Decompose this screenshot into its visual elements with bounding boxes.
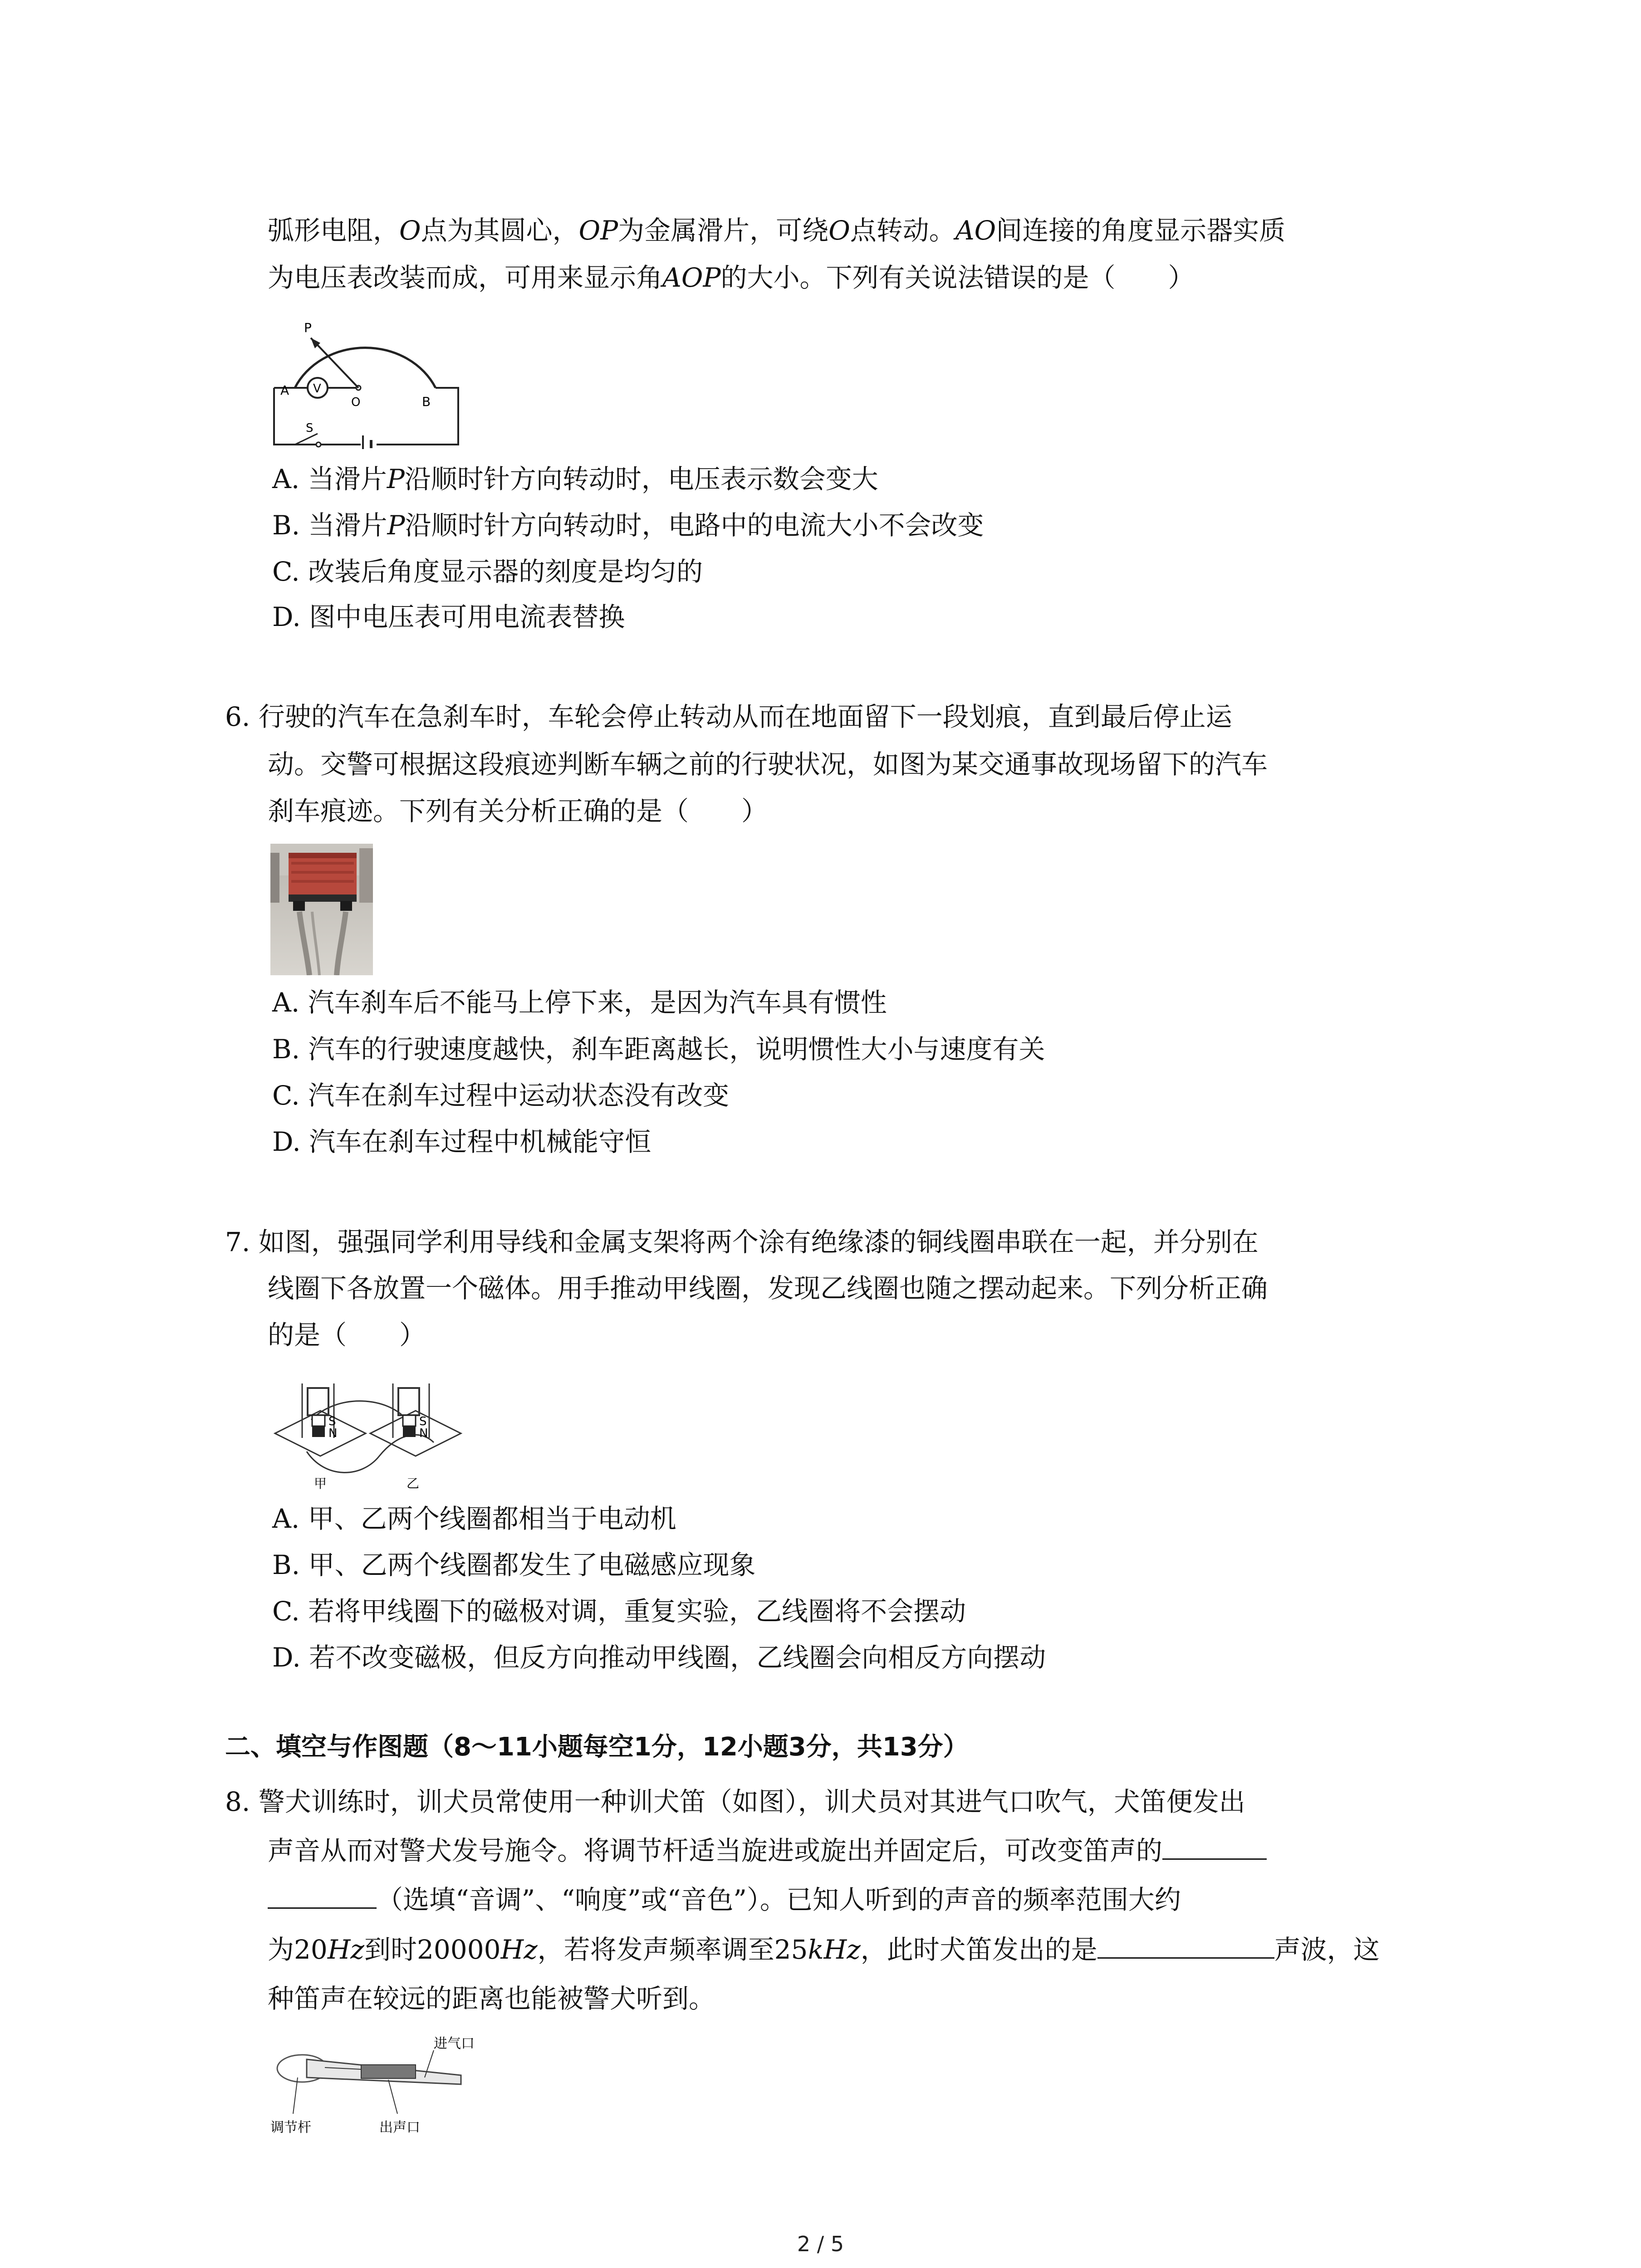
q6-skid-mark-photo	[270, 844, 373, 975]
q8-dog-whistle-figure	[270, 2028, 506, 2141]
section-2-title: 二、填空与作图题（8～11小题每空1分，12小题3分，共13分）	[225, 1732, 969, 1762]
q7-option-c: C. 若将甲线圈下的磁极对调，重复实验，乙线圈将不会摆动	[272, 1596, 966, 1627]
q5-figure-label-s: S	[306, 421, 314, 435]
q5-figure-label-o: O	[351, 396, 361, 409]
q5-option-c: C. 改装后角度显示器的刻度是均匀的	[272, 556, 703, 587]
q6-stem-line-2: 动。交警可根据这段痕迹判断车辆之前的行驶状况，如图为某交通事故现场留下的汽车	[268, 749, 1268, 780]
q7-option-d: D. 若不改变磁极，但反方向推动甲线圈，乙线圈会向相反方向摆动	[272, 1642, 1046, 1673]
q7-option-a: A. 甲、乙两个线圈都相当于电动机	[272, 1503, 676, 1534]
q7-stem-line-1: 7. 如图，强强同学利用导线和金属支架将两个涂有绝缘漆的铜线圈串联在一起，并分别在	[225, 1227, 1259, 1257]
q7-figure-label-n2: N	[419, 1427, 428, 1440]
page-number: 2 / 5	[797, 2232, 844, 2256]
q6-option-c: C. 汽车在刹车过程中运动状态没有改变	[272, 1080, 730, 1111]
q5-intro-line-1: 弧形电阻，O点为其圆心，OP为金属滑片，可绕O点转动。AO间连接的角度显示器实质	[268, 215, 1286, 246]
q8-figure-label-rod: 调节杆	[270, 2120, 311, 2136]
q5-figure-label-a: A	[280, 383, 289, 398]
q8-answer-blank-2[interactable]	[1097, 1932, 1274, 1959]
q5-option-b: B. 当滑片P沿顺时针方向转动时，电路中的电流大小不会改变	[272, 510, 984, 541]
q7-figure-label-s1: S	[328, 1415, 336, 1428]
q7-coils-figure	[270, 1365, 479, 1495]
q5-figure-label-p: P	[304, 320, 312, 335]
q8-stem-line-1: 8. 警犬训练时，训犬员常使用一种训犬笛（如图），训犬员对其进气口吹气，犬笛便发出	[225, 1786, 1245, 1817]
q8-figure-label-outlet: 出声口	[379, 2120, 420, 2136]
q8-stem-line-4: 为20Hz到时20000Hz，若将发声频率调至25kHz，此时犬笛发出的是 声波，这	[268, 1931, 1380, 1968]
q8-stem-line-3: （选填“音调”、“响度”或“音色”）。已知人听到的声音的频率范围大约	[268, 1882, 1181, 1918]
q7-stem-line-2: 线圈下各放置一个磁体。用手推动甲线圈，发现乙线圈也随之摆动起来。下列分析正确	[268, 1273, 1268, 1304]
q7-option-b: B. 甲、乙两个线圈都发生了电磁感应现象	[272, 1549, 756, 1580]
q8-stem-line-2: 声音从而对警犬发号施令。将调节杆适当旋进或旋出并固定后，可改变笛声的	[268, 1833, 1267, 1869]
q5-option-a: A. 当滑片P沿顺时针方向转动时，电压表示数会变大	[272, 464, 878, 494]
q5-figure-label-b: B	[422, 394, 431, 409]
q5-circuit-figure	[268, 313, 467, 449]
q7-stem-line-3: 的是（ ）	[268, 1320, 426, 1350]
q5-figure-label-v: V	[313, 382, 321, 396]
q8-answer-blank-1-continued[interactable]	[268, 1882, 377, 1909]
q6-option-d: D. 汽车在刹车过程中机械能守恒	[272, 1126, 652, 1157]
q5-intro-line-2: 为电压表改装而成，可用来显示角AOP的大小。下列有关说法错误的是（ ）	[268, 262, 1195, 293]
q7-figure-label-s2: S	[419, 1415, 427, 1428]
q7-figure-label-jia: 甲	[314, 1476, 327, 1491]
q6-stem-line-1: 6. 行驶的汽车在急刹车时，车轮会停止转动从而在地面留下一段划痕，直到最后停止运	[225, 701, 1232, 732]
q8-answer-blank-1[interactable]	[1162, 1833, 1267, 1860]
q7-figure-label-yi: 乙	[407, 1476, 420, 1491]
q6-option-b: B. 汽车的行驶速度越快，刹车距离越长，说明惯性大小与速度有关	[272, 1034, 1045, 1065]
q8-stem-line-5: 种笛声在较远的距离也能被警犬听到。	[268, 1983, 715, 2014]
q6-stem-line-3: 刹车痕迹。下列有关分析正确的是（ ）	[268, 796, 768, 826]
q7-figure-label-n1: N	[328, 1427, 338, 1440]
q8-figure-label-inlet: 进气口	[434, 2036, 475, 2052]
q5-option-d: D. 图中电压表可用电流表替换	[272, 601, 625, 632]
q6-option-a: A. 汽车刹车后不能马上停下来，是因为汽车具有惯性	[272, 987, 887, 1018]
